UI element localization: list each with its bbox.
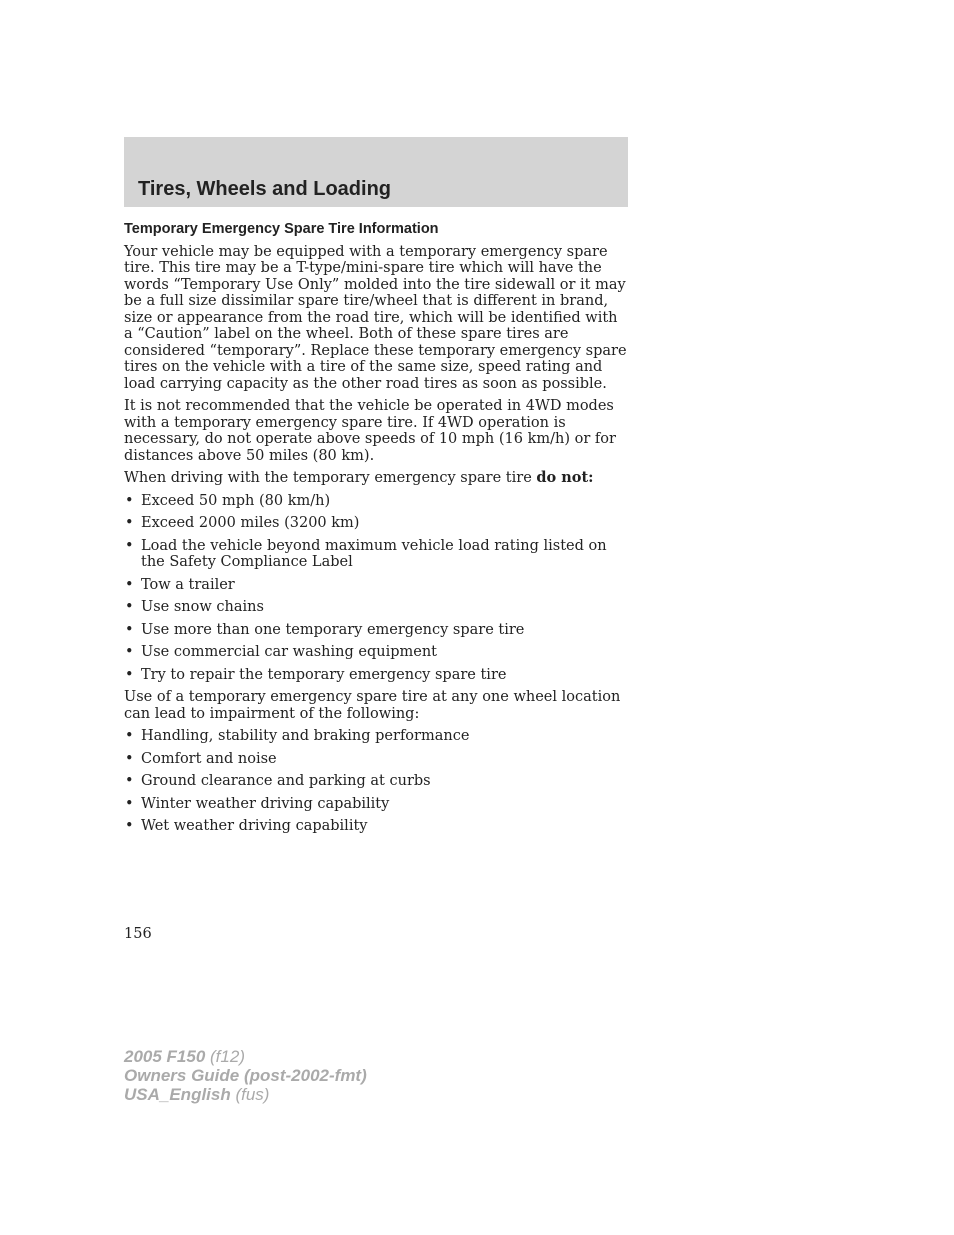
paragraph-do-not-intro	[124, 470, 630, 487]
do-not-list	[124, 493, 630, 684]
list-item-text: Exceed 50 mph (80 km/h)	[141, 492, 331, 509]
list-item-text: Use snow chains	[141, 599, 264, 615]
footer-line-locale	[124, 1085, 367, 1104]
bullet: •	[125, 750, 134, 767]
list-item-text: Exceed 2000 miles (3200 km)	[141, 515, 360, 531]
do-not-emphasis: do not:	[536, 469, 594, 486]
list-item	[124, 644, 630, 661]
bullet: •	[125, 492, 134, 509]
paragraph-4wd-warning: It is not recommended that the vehicle be operated in 4WD modes with a temporary emergency spare tire. If 4WD operation is necessary, do not operate above speeds of 10 mph (16 km/h) or for distances above 50 miles (80 km).	[124, 398, 616, 464]
list-item-text: Use more than one temporary emergency spare tire	[141, 621, 525, 638]
list-item-text: Comfort and noise	[141, 750, 277, 767]
bullet: •	[125, 773, 134, 789]
list-item	[124, 493, 630, 510]
list-item	[124, 538, 630, 571]
bullet: •	[125, 728, 134, 744]
paragraph-impairment-intro: Use of a temporary emergency spare tire at any one wheel location can lead to impairment of the following:	[124, 689, 621, 722]
bullet: •	[125, 666, 134, 683]
footer-model: 2005 F150	[124, 1047, 206, 1066]
list-item-text: Try to repair the temporary emergency spare tire	[141, 666, 507, 683]
list-item	[124, 818, 630, 835]
footer-guide: Owners Guide (post-2002-fmt)	[124, 1066, 367, 1085]
bullet: •	[125, 599, 134, 615]
list-item	[124, 751, 630, 768]
bullet: •	[125, 795, 134, 812]
bullet: •	[125, 621, 134, 638]
list-item	[124, 577, 630, 594]
footer-line-model	[124, 1047, 367, 1066]
paragraph-spare-tire-info: Your vehicle may be equipped with a temporary emergency spare tire. This tire may be a T-type/mini-spare tire which will have the words “Temporary Use Only” molded into the tire sidewall or it may be a full size dissimilar spare tire/wheel that is different in brand, size or appearance from the road tire, which will be identified with a “Caution” label on the wheel. Both of these spare tires are considered “temporary”. Replace these temporary emergency spare tires on the vehicle with a tire of the same size, speed rating and load carrying capacity as the other road tires as soon as possible.	[124, 243, 627, 392]
list-item-text: Handling, stability and braking performance	[141, 728, 470, 744]
list-item-text: Use commercial car washing equipment	[141, 644, 437, 660]
section-header-band	[124, 137, 628, 207]
list-item	[124, 667, 630, 684]
bullet: •	[125, 644, 134, 660]
do-not-intro-text: When driving with the temporary emergency spare tire	[124, 470, 537, 486]
list-item-text: Tow a trailer	[141, 576, 235, 593]
list-item	[124, 599, 630, 616]
list-item	[124, 622, 630, 639]
bullet: •	[125, 818, 134, 834]
bullet: •	[125, 537, 134, 554]
bullet: •	[125, 576, 134, 593]
list-item	[124, 728, 630, 745]
list-item	[124, 515, 630, 532]
list-item	[124, 796, 630, 813]
footer-locale: USA_English	[124, 1085, 231, 1104]
page-number: 156	[124, 926, 152, 942]
footer-line-guide	[124, 1066, 367, 1085]
list-item-text: Wet weather driving capability	[141, 818, 368, 834]
footer-locale-code: (fus)	[230, 1085, 270, 1104]
list-item-text: Load the vehicle beyond maximum vehicle load rating listed on the Safety Compliance Label	[141, 537, 607, 570]
bullet: •	[125, 515, 134, 531]
section-title: Tires, Wheels and Loading	[138, 178, 392, 200]
impairment-list	[124, 728, 630, 835]
page-content	[124, 219, 630, 841]
document-footer	[124, 1047, 367, 1104]
list-item-text: Winter weather driving capability	[141, 795, 390, 812]
subheading: Temporary Emergency Spare Tire Information	[124, 221, 439, 237]
list-item-text: Ground clearance and parking at curbs	[141, 773, 431, 789]
footer-model-code: (f12)	[205, 1047, 245, 1066]
list-item	[124, 773, 630, 790]
